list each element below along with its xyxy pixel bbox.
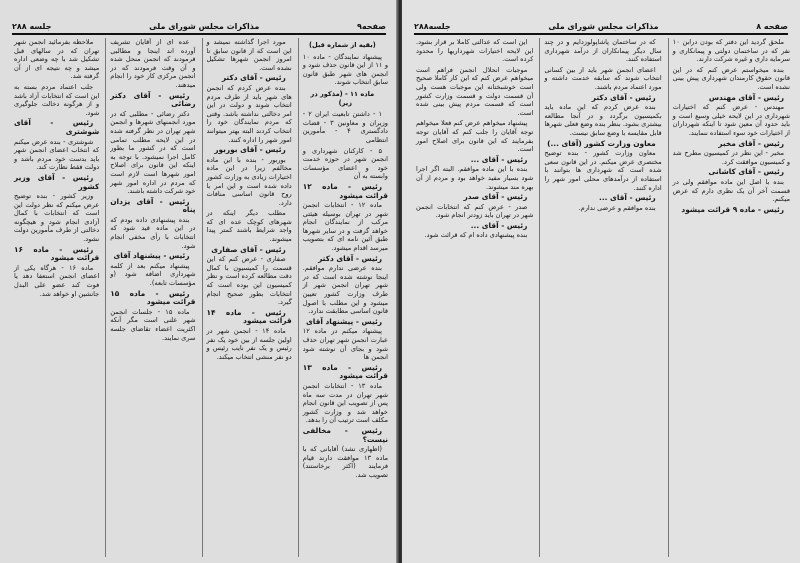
speaker-line: رئیس - ماده ۱۴ قرائت میشود: [206, 307, 292, 326]
speaker-line: رئیس - آقای ...: [599, 193, 656, 203]
speaker-line: رئیس - آقای ...: [470, 220, 528, 230]
paragraph: (اظهاری نشد) آقایانی که با ماده ۱۳ موافقت دارند قیام فرمایند (اکثر برخاستند) تصویب شد.: [302, 445, 388, 479]
paragraph: ماده ۱۶ - هرگاه یکی از اعضای انجمن استعفا دهد یا فوت کند عضو علی البدل جانشین او خواهد شد.: [14, 263, 100, 298]
paragraph: ملحق گردید این دفتر که بودن درابن ۱۰ نفر که در ساختمان دولتی و پیمانکاری و سرمایه داری و غیره شرکت دارند.: [672, 38, 790, 64]
paragraph: ماده ۱۳ - انتخابات انجمن شهر تهران در مدت سه ماه پس از تصویب این قانون انجام خواهد شد و وزارت کشور مکلف است ترتیب آن را بدهد.: [302, 381, 388, 425]
session-number: جلسه ۲۸۸: [12, 21, 52, 31]
speaker-line: رئیس - ماده ۱۲ قرائت میشود: [302, 181, 388, 200]
speaker-line: رئیس - آقای صدر: [463, 192, 528, 202]
header-rule: [414, 33, 788, 35]
speaker-line: رئیس - ماده ۹ قرائت میشود: [681, 204, 784, 214]
page-number: صفحه۹: [357, 21, 386, 31]
speaker-line: رئیس - آقای بوربور: [214, 145, 286, 155]
speaker-line: معاون وزارت کشور (آقای ...): [547, 138, 656, 148]
paragraph: بنده پیشنهادی داده ام که قرائت شود.: [424, 231, 528, 240]
paragraph: مورد اجرا گذاشته نمیشد و این است که از قانون سابق تا امروز انجمن شهرها تشکیل نشده است.: [206, 38, 292, 72]
speaker-line: رئیس - پیشنهاد آقای: [113, 251, 190, 261]
paragraph: بوربور - بنده با این ماده مخالفم زیرا در این ماده اختیارات زیادی به وزارت کشور داده شده است و این امر با روح قانون اساسی منافات دارد.: [206, 155, 292, 207]
paragraph: ماده ۱۲ - انتخابات انجمن شهر در تهران بوسیله هیئتی مرکب از نمایندگان انجام خواهد گرفت و در سایر شهرها طبق آئین نامه ای که بتصویب میرسد اقدام میشود.: [302, 201, 388, 253]
paragraph: مخبر - این نظر در کمیسیون مطرح شد و کمیسیون موافقت کرد.: [672, 149, 790, 166]
paragraph: شوشتری - بنده عرض میکنم که انتخاب اعضای انجمن شهر باید بدست خود مردم باشد و دولت فقط نظارت کند.: [14, 137, 100, 172]
session-number: جلسه۲۸۸: [414, 21, 451, 31]
speaker-line: رئیس - ماده ۱۶ قرائت میشود: [14, 244, 100, 263]
paragraph: جلب اعتماد مردم بسته به این است که انتخابات آزاد باشد و از هرگونه دخالت جلوگیری شود.: [14, 82, 100, 117]
right-page: [402, 0, 800, 563]
text-column: [412, 38, 533, 557]
paragraph: بنده موافقم و عرضی ندارم.: [578, 203, 656, 212]
paragraph: موجبات انحلال انجمن فراهم است میخواهم عرض کنم که این کار کاملا صحیح است خوشبختانه این موجبات هست ولی آن قسمت دولت و قسمت وزارت کشور است که قسمت مردم پیش بینی شده است.: [416, 65, 534, 117]
publication-title: مذاکرات مجلس شورای ملی: [149, 21, 260, 31]
paragraph: بنده پیشنهادی داده بودم که در این ماده قید شود که انتخابات با رأی مخفی انجام شود.: [110, 215, 196, 250]
paragraph: بنده عرض کردم که این ماده باید بکمیسیون برگردد و در آنجا مطالعه بیشتری بشود. بنظر بنده وضع فعلی شهرها قابل مقایسه با وضع سابق نیست.: [544, 103, 662, 137]
speaker-line: رئیس - ماده ۱۵ قرائت میشود: [110, 288, 196, 307]
text-column: [668, 38, 790, 557]
text-column: [202, 38, 292, 557]
page-header: [414, 20, 788, 32]
speaker-line: رئیس - ماده ۱۳ قرائت میشود: [302, 362, 388, 381]
section-heading: (بقیه از شماره قبل): [308, 41, 376, 49]
speaker-line: رئیس - آقای شوشتری: [14, 118, 100, 136]
paragraph: دکتر رضائی - مطلبی که در مورد انجمنهای شهرها و انجمن شهر تهران در نظر گرفته شده در این لایحه مطلب تمامی است که در کشور ما بطور کامل اجرا نمیشود. با توجه به اینکه این قانون برای اصلاح امور شهرها است لازم است که مردم در اداره امور شهر خود شرکت داشته باشند.: [110, 109, 196, 196]
speaker-line: رئیس - آقای دکتر رضائی: [110, 90, 196, 109]
speaker-line: رئیس - آقای دکتر: [318, 253, 382, 263]
paragraph: این است که عدالتی کاملا بر قرار بشود. این لایحه اختیارات شهرداریها را محدود کرده است.: [416, 38, 534, 64]
paragraph: پیشنهاد میخواهم عرض کنم فعلا میخواهم توجه آقایان را جلب کنم که آقایان توجه بفرمایند که این قانون برای اصلاح امور است.: [416, 119, 534, 154]
paragraph: وزیر کشور - بنده توضیح عرض میکنم که نظر دولت این است که انتخابات با کمال آزادی انجام شود و هیچگونه دخالتی از طرف مأمورین دولت نشود.: [14, 192, 100, 244]
speaker-line: رئیس - مخالفی نیست؟: [302, 425, 388, 444]
speaker-line: رئیس - آقای یزدان پناه: [110, 196, 196, 215]
section-heading: ماده ۱۱ - (مذکور در زیر): [310, 89, 375, 107]
text-column: [10, 38, 99, 557]
speaker-line: رئیس - آقای صفاری: [211, 244, 286, 254]
left-page: [0, 0, 398, 563]
paragraph: مطلب دیگر اینکه در شهرهای کوچک عده ای که واجد شرایط باشند کمتر پیدا میشوند.: [206, 209, 292, 244]
text-column: [105, 38, 195, 557]
paragraph: پیشنهاد نمایندگان - ماده ۱۰ و ۱۱ از این قانون حذف شود و انجمن های شهر طبق قانون سابق انتخاب شوند.: [302, 52, 388, 87]
paragraph: بنده با این ماده موافقم. البته اگر اجرا شود بسیار مفید خواهد بود و مردم از آن بهره مند میشوند.: [416, 165, 534, 191]
speaker-line: رئیس - آقای مهندس: [708, 92, 784, 102]
speaker-line: رئیس - آقای ...: [470, 154, 528, 164]
paragraph: بنده عرض کردم که انجمن های شهر باید از طرف مردم انتخاب شوند و دولت در این امر دخالتی نداشته باشد. وقتی که مردم نمایندگان خود را انتخاب کردند البته بهتر میتوانند امور شهر را اداره کنند.: [206, 83, 292, 144]
speaker-line: رئیس - آقای دکتر: [591, 92, 656, 102]
header-rule: [12, 33, 386, 35]
speaker-line: رئیس - آقای مخبر: [718, 138, 784, 148]
paragraph: ۱ - داشتن تابعیت ایران ۲ - وزیران و معاونین ۳ - قضات دادگستری ۴ - مأمورین انتظامی: [302, 110, 388, 144]
paragraph: پیشنهاد میکنم در ماده ۱۲ عبارت انجمن شهر تهران حذف شود و بجای آن نوشته شود انجمن ها: [302, 327, 388, 362]
text-column: [539, 38, 661, 557]
text-columns: [10, 38, 388, 557]
text-columns: [412, 38, 790, 557]
speaker-line: رئیس - آقای وزیر کشور: [14, 172, 100, 191]
paragraph: صفاری - عرض کنم که این قسمت را کمیسیون با کمال دقت مطالعه کرده است و نظر کمیسیون این بوده است که انتخابات بطور صحیح انجام گیرد.: [206, 255, 292, 307]
paragraph: مهندس - عرض کنم که اختیارات شهرداری در این لایحه خیلی وسیع است و باید حدود آن معین شود تا اینکه شهرداران از اختیارات خود سوء استفاده ننمایند.: [672, 103, 790, 137]
paragraph: ماده ۱۵ - جلسات انجمن شهر علنی است مگر آنکه اکثریت اعضاء تقاضای جلسه سری نمایند.: [110, 307, 196, 342]
publication-title: مذاکرات مجلس شورای ملی: [548, 21, 659, 31]
paragraph: که در ساختمان پاشاپولوزدایم و در چند سال دیگر پیمانکاران از درآمد شهرداری استفاده کنند.: [544, 38, 662, 64]
paragraph: بنده با اصل این ماده موافقم ولی در قسمت آخر آن یک نظری دارم که عرض میکنم.: [672, 177, 790, 204]
speaker-line: رئیس - آقای کاشانی: [708, 167, 784, 177]
paragraph: بنده عرضی ندارم موافقم. اینجا نوشته شده است که در شهر تهران انجمن شهر از طرف وزارت کشور تعیین میشود و این مطلب با اصول قانون اساسی مطابقت ندارد.: [302, 264, 388, 316]
paragraph: ماده ۱۴ - انجمن شهر در اولین جلسه از بین خود یک نفر رئیس و یک نفر نایب رئیس و دو نفر منشی انتخاب میکند.: [206, 327, 292, 361]
paragraph: صدر - عرض کنم که انتخابات انجمن شهر در تهران باید زودتر انجام شود.: [416, 202, 534, 220]
paragraph: معاون وزارت کشور - بنده توضیح مختصری عرض میکنم. در این قانون سعی شده است که شهرداری ها بتوانند با استفاده از درآمدهای محلی امور شهر را اداره کنند.: [544, 149, 662, 192]
paragraph: ۵ - کارکنان شهرداری و انجمن شهر در حوزه خدمت خود و اعضای مؤسسات وابسته به آن: [302, 146, 388, 181]
speaker-line: رئیس - پیشنهاد آقای: [306, 316, 382, 326]
page-number: صفحه ۸: [756, 21, 788, 31]
text-column: [298, 38, 388, 557]
paragraph: ملاحظه بفرمائید انجمن شهر تهران که در سالهای قبل تشکیل شد با چه وضعی اداره میشد و چه نتیجه ای از آن گرفته شد.: [14, 38, 100, 81]
paragraph: اعضای انجمن شهر باید از بین کسانی انتخاب شوند که سابقه خدمت داشته و مورد اعتماد مردم باشند.: [544, 65, 662, 91]
page-header: [12, 20, 386, 32]
speaker-line: رئیس - آقای دکتر: [221, 73, 286, 83]
paragraph: پیشنهاد میکنم بعد از کلمه شهرداری اضافه شود (و مؤسسات تابعه).: [110, 261, 196, 288]
paragraph: بنده میخواستم عرض کنم که در این قانون حقوق کارمندان شهرداری پیش بینی نشده است.: [672, 65, 790, 91]
paragraph: عده ای از آقایان تشریف آورده اند اینجا و مطالبی فرمودند که انجمن منحل شده و آن وقت فرمودند که در انجمن مرکزی کار خود را انجام میدهند.: [110, 38, 196, 89]
